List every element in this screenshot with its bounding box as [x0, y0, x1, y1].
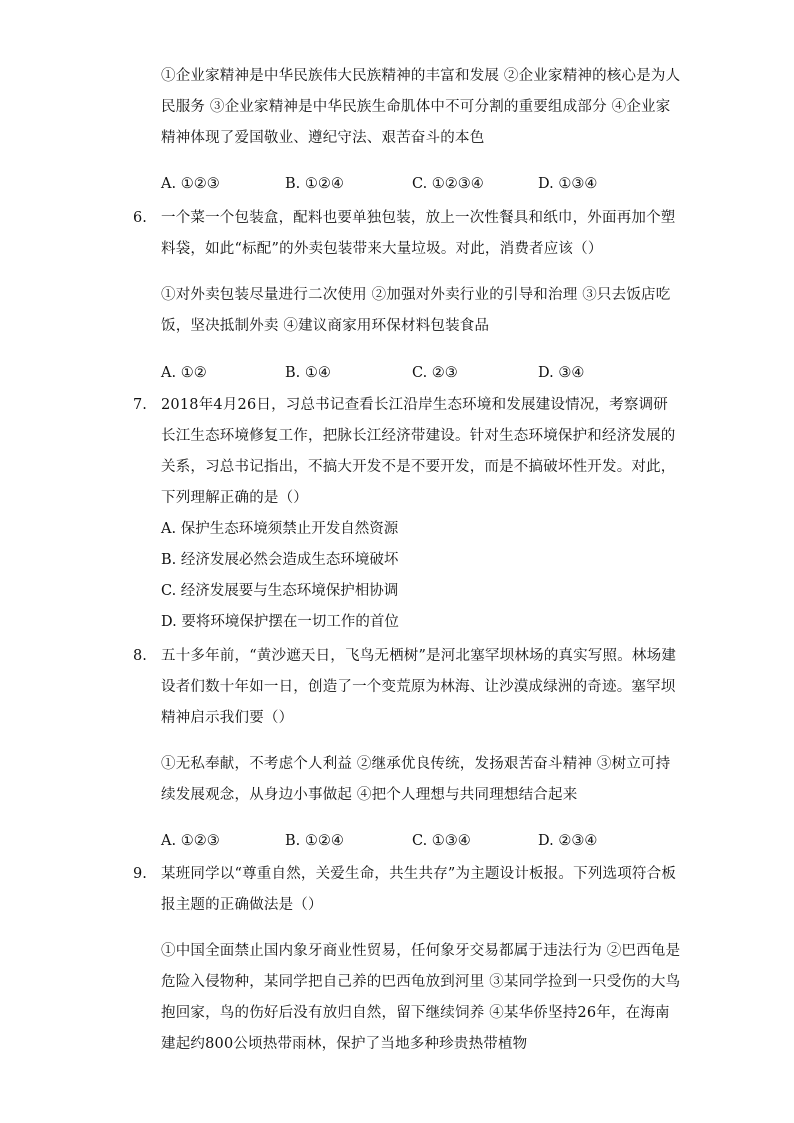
q6-number: 6. [133, 210, 147, 226]
q7-option-a[interactable]: A. 保护生态环境须禁止开发自然资源 [161, 521, 399, 537]
q8-option-a[interactable]: A. ①②③ [161, 833, 220, 849]
q7-option-b[interactable]: B. 经济发展必然会造成生态环境破坏 [161, 552, 399, 568]
q5-option-c[interactable]: C. ①②③④ [412, 176, 484, 192]
q8-options [161, 826, 641, 857]
q9-stem: 某班同学以“尊重自然，关爱生命，共生共存”为主题设计板报。下列选项符合板报主题的正确做法是（） [161, 866, 677, 913]
q9-number: 9. [133, 866, 147, 882]
q6-option-c[interactable]: C. ②③ [412, 365, 458, 381]
q7-stem: 2018年4月26日，习总书记查看长江沿岸生态环境和发展建设情况，考察调研长江生态环境修复工作，把脉长江经济带建设。针对生态环境保护和经济发展的关系，习总书记指出，不搞大开发不是不要开发，而是不搞破坏性开发。对此，下列理解正确的是（） [161, 397, 676, 506]
q8-option-b[interactable]: B. ①②④ [285, 833, 344, 849]
q5-option-a[interactable]: A. ①②③ [161, 176, 220, 192]
q7-option-c[interactable]: C. 经济发展要与生态环境保护相协调 [161, 583, 399, 599]
q6-statements: ①对外卖包装尽量进行二次使用 ②加强对外卖行业的引导和治理 ③只去饭店吃饭，坚决抵制外卖 ④建议商家用环保材料包装食品 [161, 287, 671, 334]
q6-option-a[interactable]: A. ①② [161, 365, 207, 381]
q5-option-b[interactable]: B. ①②④ [285, 176, 344, 192]
q8-option-d[interactable]: D. ②③④ [538, 833, 598, 849]
q5-options [161, 169, 641, 200]
q7-number: 7. [133, 397, 147, 413]
q6-stem: 一个菜一个包装盒，配料也要单独包装，放上一次性餐具和纸巾，外面再加个塑料袋，如此“标配”的外卖包装带来大量垃圾。对此，消费者应该（） [161, 210, 676, 257]
q5-statements: ①企业家精神是中华民族伟大民族精神的丰富和发展 ②企业家精神的核心是为人民服务 ③企业家精神是中华民族生命肌体中不可分割的重要组成部分 ④企业家精神体现了爱国敬业、遵纪守法、艰苦奋斗的本色 [161, 68, 681, 146]
q6-option-d[interactable]: D. ③④ [538, 365, 585, 381]
q8-number: 8. [133, 648, 147, 664]
q7-option-d[interactable]: D. 要将环境保护摆在一切工作的首位 [161, 614, 399, 630]
q6-option-b[interactable]: B. ①④ [285, 365, 331, 381]
q8-statements: ①无私奉献，不考虑个人利益 ②继承优良传统，发扬艰苦奋斗精神 ③树立可持续发展观念，从身边小事做起 ④把个人理想与共同理想结合起来 [161, 756, 671, 803]
q8-option-c[interactable]: C. ①③④ [412, 833, 471, 849]
q5-option-d[interactable]: D. ①③④ [538, 176, 598, 192]
q8-stem: 五十多年前，“黄沙遮天日，飞鸟无栖树”是河北塞罕坝林场的真实写照。林场建设者们数十年如一日，创造了一个变荒原为林海、让沙漠成绿洲的奇迹。塞罕坝精神启示我们要（） [161, 648, 677, 726]
q6-options [161, 358, 641, 389]
q9-statements: ①中国全面禁止国内象牙商业性贸易，任何象牙交易都属于违法行为 ②巴西龟是危险入侵物种，某同学把自己养的巴西龟放到河里 ③某同学捡到一只受伤的大鸟抱回家，鸟的伤好后没有放归自然，留下继续饲养 ④某华侨坚持26年，在海南建起约800公顷热带雨林，保护了当地多种珍贵热带植物 [161, 943, 681, 1052]
